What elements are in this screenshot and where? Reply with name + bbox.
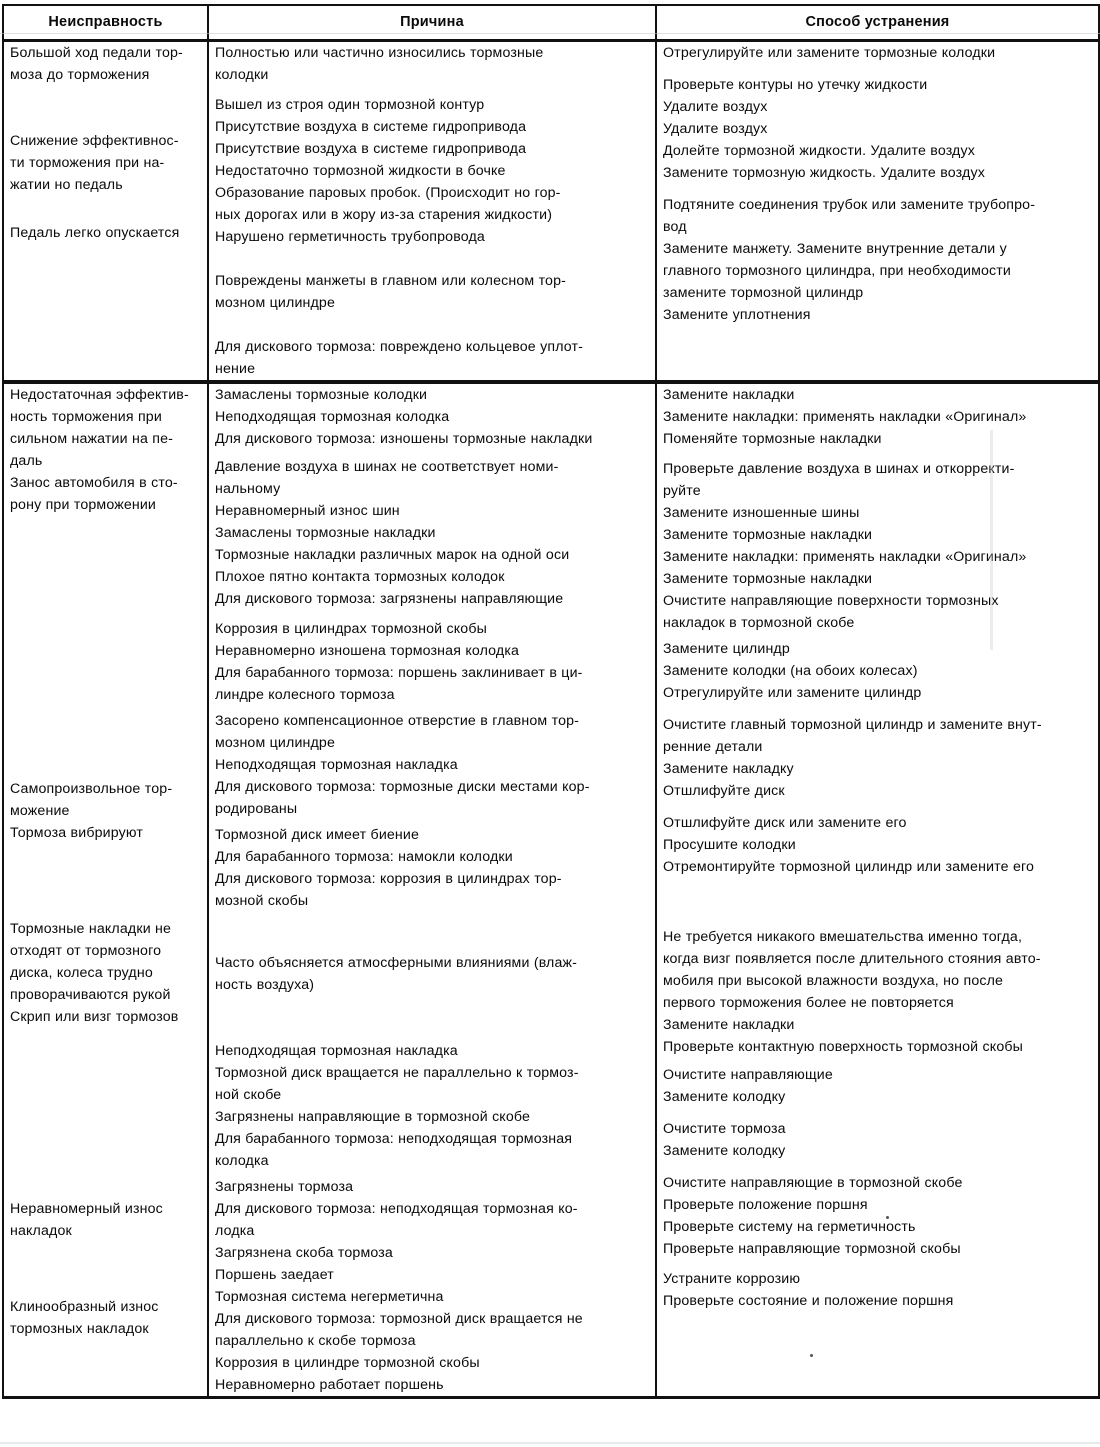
cause-line: Тормозной диск имеет биение [215,827,420,843]
cause-line: Неподходящая тормозная колодка [215,409,450,425]
remedy-line: Замените накладки: применять накладки «Оригинал» [663,549,1027,565]
cause-line: родированы [215,801,298,817]
fault-stack [4,42,207,244]
remedy-stack [657,42,1098,326]
remedy-line: Замените накладку [663,761,794,777]
remedy-line: Замените тормозные накладки [663,571,873,587]
remedy-line: Просушите колодки [663,837,796,853]
fault-line: Занос автомобиля в сто- [10,475,178,491]
fault-line: жатии но педаль [10,177,123,193]
remedy-line: Отрегулируйте или замените тормозные колодки [663,45,996,61]
cause-line: Неравномерно изношена тормозная колодка [215,643,520,659]
fault-line: Клинообразный износ [10,1299,159,1315]
fault-line: Педаль легко опускается [10,225,180,241]
cause-line: ной скобе [215,1087,282,1103]
vertical-spacer [4,196,207,222]
cause-line: Для дискового тормоза: тормозные диски местами кор- [215,779,590,795]
fault-line: Тормозные накладки не [10,921,172,937]
remedy-line: Замените накладки [663,1017,795,1033]
vertical-spacer [4,1028,207,1198]
vertical-spacer [4,844,207,918]
column-header-remedy: Способ устранения [656,5,1099,41]
cause-line: нение [215,361,256,377]
remedy-line: руйте [663,483,701,499]
cause-line: нальному [215,481,281,497]
fault-line: тормозных накладок [10,1321,149,1337]
table-header [3,5,1099,41]
fault-line: Самопроизвольное тор- [10,781,173,797]
vertical-spacer [209,314,655,336]
vertical-spacer [4,1242,207,1296]
cause-line: Поршень заедает [215,1267,334,1283]
remedy-line: Проверьте направляющие тормозной скобы [663,1241,961,1257]
fault-stack [4,384,207,1340]
cell-cause [208,382,656,1398]
fault-line: накладок [10,1223,72,1239]
vertical-spacer [657,878,1098,926]
vertical-spacer [209,86,655,94]
cause-line: Для дискового тормоза: тормозной диск вращается не [215,1311,583,1327]
cause-line: ных дорогах или в жору из-за старения жидкости) [215,207,553,223]
cause-stack [209,384,655,1396]
cause-line: Загрязнены тормоза [215,1179,354,1195]
column-header-fault: Неисправность [3,5,208,41]
vertical-spacer [657,1162,1098,1172]
cause-line: Недостаточно тормозной жидкости в бочке [215,163,506,179]
cause-line: мозной скобы [215,893,309,909]
fault-line: ность торможения при [10,409,162,425]
remedy-line: Отшлифуйте диск или замените его [663,815,907,831]
cause-line: Неравномерно работает поршень [215,1377,444,1393]
table-row [3,382,1099,1398]
cause-line: Полностью или частично износились тормозные [215,45,544,61]
vertical-spacer [209,248,655,270]
vertical-spacer [657,802,1098,812]
remedy-line: Не требуется никакого вмешательства именно тогда, [663,929,1023,945]
remedy-line: вод [663,219,687,235]
cell-cause [208,41,656,383]
vertical-spacer [657,184,1098,194]
remedy-line: Проверьте контактную поверхность тормозной скобы [663,1039,1023,1055]
cause-line: Неравномерный износ шин [215,503,400,519]
cause-line: мозном цилиндре [215,735,336,751]
cause-line: Коррозия в цилиндре тормозной скобы [215,1355,480,1371]
cause-line: Плохое пятно контакта тормозных колодок [215,569,505,585]
remedy-line: Замените колодки (на обоих колесах) [663,663,918,679]
remedy-line: замените тормозной цилиндр [663,285,864,301]
remedy-line: Подтяните соединения трубок или замените трубопро- [663,197,1036,213]
remedy-line: накладок в тормозной скобе [663,615,855,631]
remedy-line: когда визг появляется после длительного стояния авто- [663,951,1041,967]
vertical-spacer [209,610,655,618]
remedy-line: Замените накладки: применять накладки «Оригинал» [663,409,1027,425]
fault-line: Скрип или визг тормозов [10,1009,179,1025]
remedy-line: ренние детали [663,739,763,755]
brake-troubleshooting-table [2,4,1100,1399]
remedy-line: Очистите тормоза [663,1121,786,1137]
vertical-spacer [4,86,207,130]
remedy-line: Поменяйте тормозные накладки [663,431,882,447]
cause-line: Тормозная система негерметична [215,1289,444,1305]
cause-line: Неподходящая тормозная накладка [215,1043,458,1059]
cause-line: Нарушено герметичность трубопровода [215,229,485,245]
fault-line: ти торможения при на- [10,155,165,171]
scan-artifact-bottom [0,1442,1100,1444]
cell-remedy [656,382,1099,1398]
table-body [3,41,1099,1398]
fault-line: Большой ход педали тор- [10,45,183,61]
remedy-line: Проверьте положение поршня [663,1197,868,1213]
cause-line: Для дискового тормоза: повреждено кольцевое уплот- [215,339,584,355]
remedy-line: Проверьте состояние и положение поршня [663,1293,954,1309]
cause-line: Вышел из строя один тормозной контур [215,97,485,113]
header-row [3,5,1099,41]
fault-line: диска, колеса трудно [10,965,153,981]
remedy-line: Очистите направляющие поверхности тормозных [663,593,999,609]
cause-line: Замаслены тормозные накладки [215,525,436,541]
cause-line: колодки [215,67,269,83]
remedy-line: Замените тормозные накладки [663,527,873,543]
cause-line: Тормозные накладки различных марок на одной оси [215,547,570,563]
column-header-cause: Причина [208,5,656,41]
vertical-spacer [209,912,655,952]
cause-line: Для дискового тормоза: неподходящая тормозная ко- [215,1201,578,1217]
cause-line: Для дискового тормоза: загрязнены направляющие [215,591,564,607]
remedy-line: Замените накладки [663,387,795,403]
vertical-spacer [657,1260,1098,1268]
remedy-line: мобиля при высокой влажности воздуха, но после [663,973,1004,989]
cause-line: Давление воздуха в шинах не соответствует номи- [215,459,559,475]
fault-line: Недостаточная эффектив- [10,387,189,403]
cause-line: Образование паровых пробок. (Происходит но гор- [215,185,561,201]
fault-line: отходят от тормозного [10,943,162,959]
remedy-stack [657,384,1098,1312]
remedy-line: Замените тормозную жидкость. Удалите воздух [663,165,985,181]
fault-line: можение [10,803,70,819]
remedy-line: Замените изношенные шины [663,505,860,521]
fault-line: сильном нажатии на пе- [10,431,174,447]
cause-line: Коррозия в цилиндрах тормозной скобы [215,621,487,637]
cause-line: параллельно к скобе тормоза [215,1333,416,1349]
cause-line: лодка [215,1223,255,1239]
vertical-spacer [4,516,207,778]
remedy-line: Очистите главный тормозной цилиндр и замените внут- [663,717,1042,733]
cause-line: Загрязнены направляющие в тормозной скобе [215,1109,531,1125]
remedy-line: Очистите направляющие в тормозной скобе [663,1175,963,1191]
cause-line: Для дискового тормоза: коррозия в цилиндрах тор- [215,871,562,887]
remedy-line: Устраните коррозию [663,1271,801,1287]
cause-line: Повреждены манжеты в главном или колесном тор- [215,273,567,289]
remedy-line: Удалите воздух [663,99,768,115]
remedy-line: Замените уплотнения [663,307,811,323]
cell-remedy [656,41,1099,383]
cause-line: Часто объясняется атмосферными влияниями (влаж- [215,955,578,971]
cause-line: Неподходящая тормозная накладка [215,757,458,773]
remedy-line: Отремонтируйте тормозной цилиндр или замените его [663,859,1035,875]
fault-line: моза до торможения [10,67,150,83]
remedy-line: Проверьте контуры но утечку жидкости [663,77,928,93]
vertical-spacer [657,64,1098,74]
cause-line: Тормозной диск вращается не параллельно к тормоз- [215,1065,579,1081]
remedy-line: Замените манжету. Замените внутренние детали у [663,241,1007,257]
remedy-line: Отшлифуйте диск [663,783,785,799]
cause-line: Засорено компенсационное отверстие в главном тор- [215,713,580,729]
fault-line: Тормоза вибрируют [10,825,143,841]
cell-fault [3,382,208,1398]
remedy-line: главного тормозного цилиндра, при необходимости [663,263,1011,279]
fault-line: проворачиваются рукой [10,987,171,1003]
cause-line: Для дискового тормоза: изношены тормозные накладки [215,431,593,447]
cause-line: Замаслены тормозные колодки [215,387,428,403]
fault-line: рону при торможении [10,497,157,513]
remedy-line: Проверьте давление воздуха в шинах и откорректи- [663,461,1015,477]
cause-line: Для барабанного тормоза: неподходящая тормозная [215,1131,573,1147]
remedy-line: Замените колодку [663,1089,786,1105]
remedy-line: Долейте тормозной жидкости. Удалите воздух [663,143,975,159]
vertical-spacer [209,996,655,1040]
remedy-line: Замените колодку [663,1143,786,1159]
cause-stack [209,42,655,380]
vertical-spacer [657,704,1098,714]
vertical-spacer [657,1108,1098,1118]
cause-line: линдре колесного тормоза [215,687,395,703]
fault-line: Снижение эффективнос- [10,133,179,149]
fault-line: Неравномерный износ [10,1201,163,1217]
table-row [3,41,1099,383]
cause-line: Присутствие воздуха в системе гидропривода [215,141,527,157]
fault-line: даль [10,453,43,469]
cause-line: Для барабанного тормоза: поршень заклинивает в ци- [215,665,583,681]
cause-line: Загрязнена скоба тормоза [215,1245,393,1261]
cause-line: колодка [215,1153,269,1169]
remedy-line: Замените цилиндр [663,641,790,657]
remedy-line: первого торможения более не повторяется [663,995,954,1011]
vertical-spacer [657,450,1098,458]
cause-line: ность воздуха) [215,977,315,993]
cause-line: Для барабанного тормоза: намокли колодки [215,849,513,865]
cell-fault [3,41,208,383]
cause-line: мозном цилиндре [215,295,336,311]
remedy-line: Очистите направляющие [663,1067,833,1083]
remedy-line: Отрегулируйте или замените цилиндр [663,685,922,701]
cause-line: Присутствие воздуха в системе гидропривода [215,119,527,135]
remedy-line: Проверьте систему на герметичность [663,1219,916,1235]
remedy-line: Удалите воздух [663,121,768,137]
